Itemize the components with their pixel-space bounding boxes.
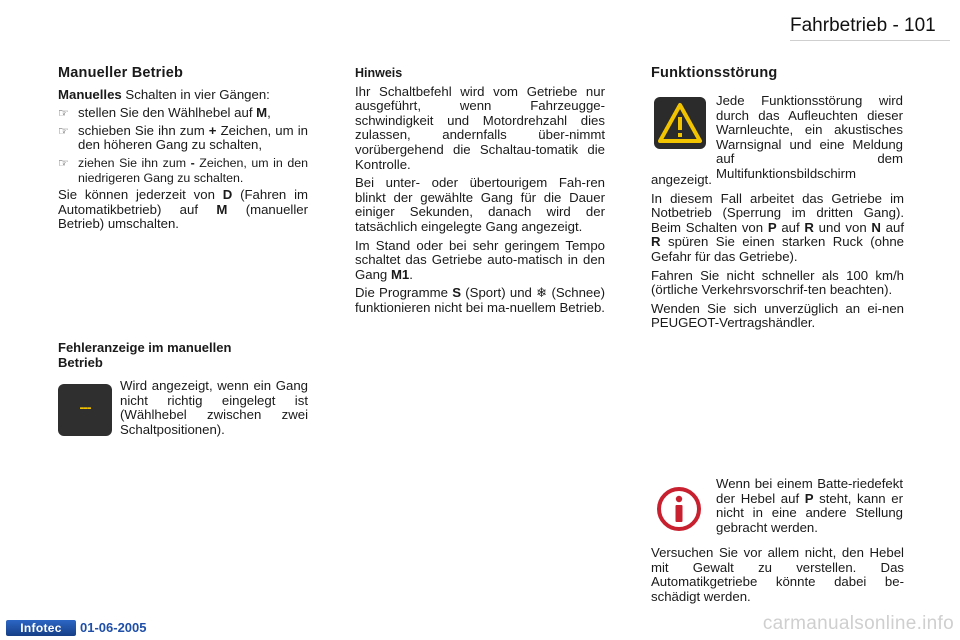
info-icon <box>656 486 702 532</box>
pointing-hand-icon: ☞ <box>58 155 69 170</box>
note-heading: Hinweis <box>355 66 403 80</box>
bullet-item: ☞ schieben Sie ihn zum + Zeichen, um in den höheren Gang zu schalten, <box>58 122 308 153</box>
fault-heading: Fehleranzeige im manuellen Betrieb <box>58 340 232 370</box>
intro-bold: Manuelles <box>58 86 122 102</box>
header-rule <box>790 40 950 41</box>
switch-paragraph: Sie können jederzeit von D (Fahren im Automatikbetrieb) auf M (manueller Betrieb) umschalten. <box>58 187 309 232</box>
intro-rest: Schalten in vier Gängen: <box>121 86 270 102</box>
gearbox-fault-icon <box>58 384 112 436</box>
warning-triangle-svg <box>654 97 706 149</box>
pointing-hand-icon: ☞ <box>58 106 69 121</box>
infotec-logo: Infotec <box>6 620 76 636</box>
malfunction-paragraph-1: In diesem Fall arbeitet das Getriebe im Notbetrieb (Sperrung im dritten Gang). Beim Schalten von P auf R und von N auf R spüren Sie einen starken Ruck (ohne Gefahr für das Getriebe). <box>651 190 904 264</box>
column-1 <box>58 66 308 236</box>
bullet-item: ☞ stellen Sie den Wählhebel auf M, <box>58 105 271 121</box>
note-paragraph-1: Ihr Schaltbefehl wird vom Getriebe nur ausgeführt, wenn Fahrzeugge-schwindigkeit und Motordrehzahl dies zulassen, andernfalls über-nimmt vorübergehend die Schaltau-tomatik die Kontrolle. <box>355 83 605 172</box>
malfunction-heading: Funktionsstörung <box>651 65 778 81</box>
note-paragraph-4: Die Programme S (Sport) und ❄ (Schnee) funktionieren nicht bei ma-nuellem Betrieb. <box>355 285 605 315</box>
warning-text-continued: angezeigt. <box>651 172 712 187</box>
battery-warning-paragraph: Versuchen Sie vor allem nicht, den Hebel mit Gewalt zu verstellen. Das Automatikgetriebe könnte dabei be-schädigt werden. <box>651 545 904 604</box>
info-text: Wenn bei einem Batte-riedefekt der Hebel auf P steht, kann er nicht in eine andere Stellung gebracht werden. <box>716 476 903 535</box>
bullet-item: ☞ ziehen Sie ihn zum - Zeichen, um in den niedrigeren Gang zu schalten. <box>58 155 309 185</box>
snowflake-icon: ❄ <box>536 285 548 301</box>
warning-text: Jede Funktionsstörung wird durch das Aufleuchten dieser Warnleuchte, ein akustisches Warnsignal und eine Meldung auf dem Multifunktionsbildschirm <box>716 93 903 181</box>
column-2 <box>355 66 605 320</box>
malfunction-paragraph-2: Fahren Sie nicht schneller als 100 km/h (örtliche Verkehrsvorschrif-ten beachten). <box>651 267 904 298</box>
watermark: carmanualsonline.info <box>762 613 954 634</box>
column-3-body <box>651 173 904 335</box>
manual-mode-heading: Manueller Betrieb <box>58 65 184 81</box>
fault-text: Wird angezeigt, wenn ein Gang nicht richtig eingelegt ist (Wählhebel zwischen zwei Schaltpositionen). <box>120 378 308 437</box>
info-icon-svg <box>656 486 702 532</box>
note-paragraph-2: Bei unter- oder übertourigem Fah-ren blinkt der gewählte Gang für die Dauer einiger Sekunden, danach wird der tatsächlich eingelegte Gang angezeigt. <box>355 175 605 234</box>
note-paragraph-3: Im Stand oder bei sehr geringem Tempo schaltet das Getriebe auto-matisch in den Gang M1. <box>355 237 605 282</box>
page-title: Fahrbetrieb - 101 <box>790 15 936 36</box>
fault-icon-label: --- <box>79 399 91 415</box>
manual-mode-intro <box>58 88 308 103</box>
footer-date: 01-06-2005 <box>80 620 147 635</box>
pointing-hand-icon: ☞ <box>58 123 69 138</box>
malfunction-paragraph-3: Wenden Sie sich unverzüglich an ei-nen PEUGEOT-Vertragshändler. <box>651 300 904 331</box>
warning-triangle-icon <box>654 97 706 149</box>
